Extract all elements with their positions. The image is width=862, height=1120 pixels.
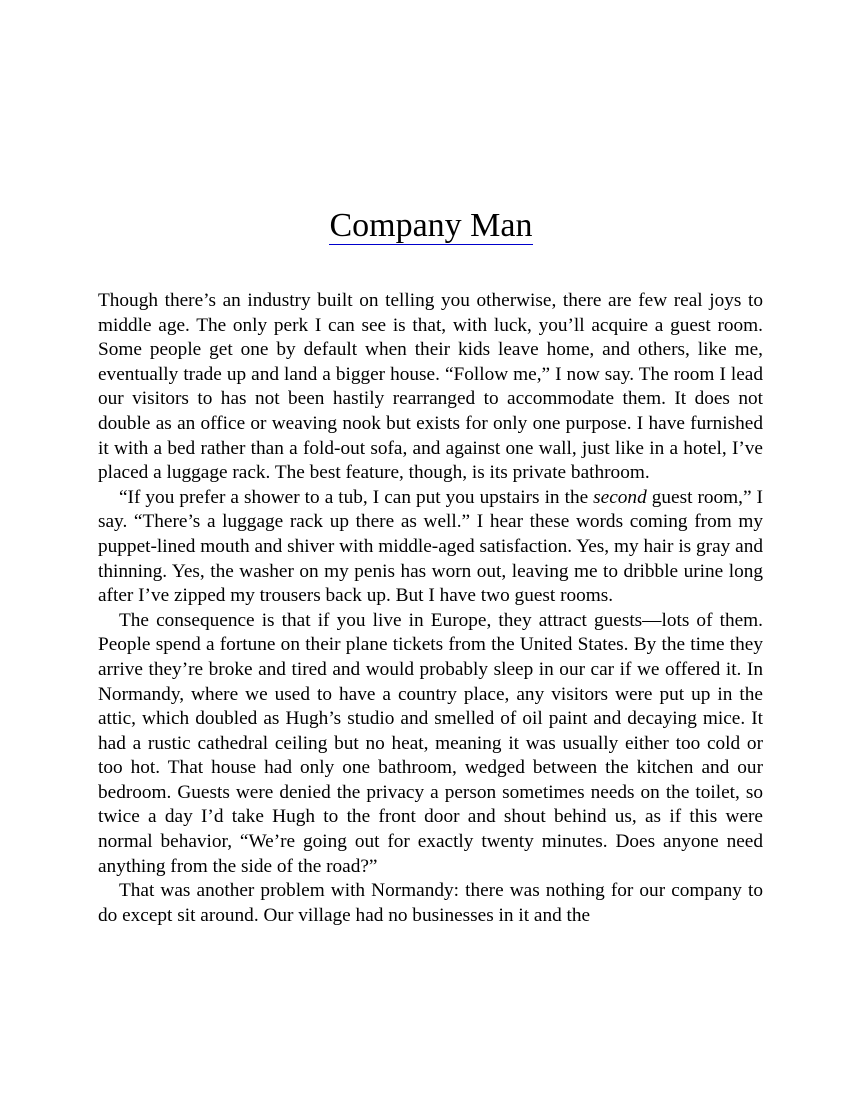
paragraph-3: The consequence is that if you live in Europe, they attract guests—lots of them. People spend a fortune on their plane tickets from the United States. By the time they arrive they’re broke and tired and would probably sleep in our car if we offered it. In Normandy, where we used to have a country place, any visitors were put up in the attic, which doubled as Hugh’s studio and smelled of oil paint and decaying mice. It had a rustic cathedral ceiling but no heat, meaning it was usually either too cold or too hot. That house had only one bathroom, wedged between the kitchen and our bedroom. Guests were denied the privacy a person sometimes needs on the toilet, so twice a day I’d take Hugh to the front door and shout behind us, as if this were normal behavior, “We’re going out for exactly twenty minutes. Does anyone need anything from the side of the road?” [98, 609, 763, 877]
chapter-title-link[interactable]: Company Man [329, 207, 533, 244]
paragraph-2-text-after: guest room,” I say. “There’s a luggage rack up there as well.” I hear these words coming from my puppet-lined mouth and shiver with middle-aged satisfaction. Yes, my hair is gray and thinning. Yes, the washer on my penis has worn out, leaving me to dribble urine long after I’ve zipped my trousers back up. But I have two guest rooms. [98, 486, 763, 607]
chapter-title [0, 204, 862, 248]
paragraph-2-emphasis: second [593, 486, 647, 508]
paragraph-2 [98, 486, 763, 609]
paragraph-4: That was another problem with Normandy: there was nothing for our company to do except sit around. Our village had no businesses in it and the [98, 880, 763, 926]
paragraph-2-text-before: “If you prefer a shower to a tub, I can put you upstairs in the [119, 486, 594, 508]
paragraph-1: Though there’s an industry built on telling you otherwise, there are few real joys to middle age. The only perk I can see is that, with luck, you’ll acquire a guest room. Some people get one by default when their kids leave home, and others, like me, eventually trade up and land a bigger house. “Follow me,” I now say. The room I lead our visitors to has not been hastily rearranged to accommodate them. It does not double as an office or weaving nook but exists for only one purpose. I have furnished it with a bed rather than a fold-out sofa, and against one wall, just like in a hotel, I’ve placed a luggage rack. The best feature, though, is its private bathroom. [98, 290, 763, 484]
chapter-body [98, 289, 763, 928]
